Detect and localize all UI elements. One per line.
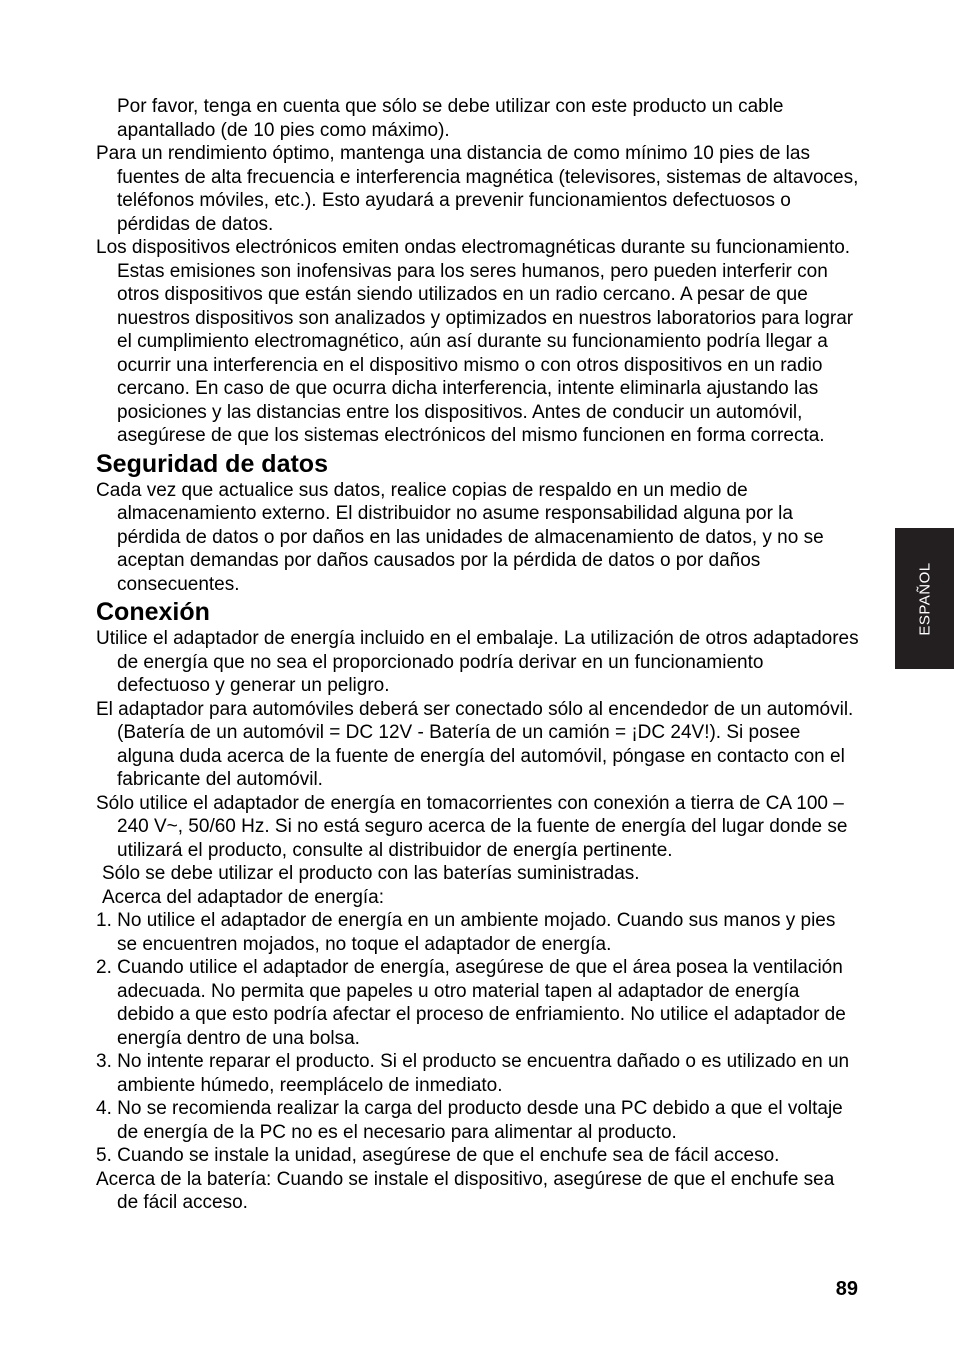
paragraph-about-adapter: Acerca del adaptador de energía: bbox=[102, 886, 385, 908]
list-item: 3. No intente reparar el producto. Si el producto se encuentra dañado o es utilizado en un ambiente húmedo, reemplácelo de inmediato. bbox=[96, 1051, 850, 1096]
paragraph-car-adapter: El adaptador para automóviles deberá ser conectado sólo al encendedor de un automóvil. (Batería de un automóvil = DC 12V - Batería de un camión = ¡DC 24V!). Si posee alguna duda acerca de la fuente de energía del automóvil, póngase en contacto con el fabricante del automóvil. bbox=[96, 698, 854, 790]
paragraph-cable: Por favor, tenga en cuenta que sólo se debe utilizar con este producto un cable apantallado (de 10 pies como máximo). bbox=[117, 96, 784, 141]
paragraph-batteries: Sólo se debe utilizar el producto con las baterías suministradas. bbox=[102, 863, 640, 884]
language-side-tab bbox=[895, 528, 954, 669]
paragraph-emissions: Los dispositivos electrónicos emiten ondas electromagnéticas durante su funcionamiento. Estas emisiones son inofensivas para los seres humanos, pero pueden interferir con otros dispositivos que están siendo utilizados en un radio cercano. A pesar de que nuestros dispositivos son analizados y optimizados en nuestros laboratorios para lograr el cumplimiento electromagnético, aún así durante su funcionamiento podría llegar a ocurrir una interferencia en el dispositivo mismo o con otros dispositivos en un radio cercano. En caso de que ocurra dicha interferencia, intente eliminarla ajustando las posiciones y las distancias entre los dispositivos. Antes de conducir un automóvil, asegúrese de que los sistemas electrónicos del mismo funcionen en forma correcta. bbox=[96, 237, 854, 446]
page-content bbox=[96, 95, 860, 1215]
page-number: 89 bbox=[835, 1278, 858, 1300]
list-item: 4. No se recomienda realizar la carga del producto desde una PC debido a que el voltaje de energía de la PC no es el necesario para alimentar al producto. bbox=[96, 1098, 843, 1143]
heading-connection: Conexión bbox=[96, 598, 210, 626]
paragraph-distance: Para un rendimiento óptimo, mantenga una distancia de como mínimo 10 pies de las fuentes de alta frecuencia e interferencia magnética (televisores, sistemas de altavoces, teléfonos móviles, etc.). Esto ayudará a prevenir funcionamientos defectuosos o pérdidas de datos. bbox=[96, 143, 859, 235]
paragraph-adapter-included: Utilice el adaptador de energía incluido en el embalaje. La utilización de otros adaptadores de energía que no sea el proporcionado podría derivar en un funcionamiento defectuoso y generar un peligro. bbox=[96, 628, 859, 696]
paragraph-outlet: Sólo utilice el adaptador de energía en tomacorrientes con conexión a tierra de CA 100 – 240 V~, 50/60 Hz. Si no está seguro acerca de la fuente de energía del lugar donde se utilizará el producto, consulte al distribuidor de energía pertinente. bbox=[96, 792, 848, 861]
list-item: 2. Cuando utilice el adaptador de energía, asegúrese de que el área posea la ventilación adecuada. No permita que papeles u otro material tapen al adaptador de energía debido a que esto podría afectar el proceso de enfriamiento. No utilice el adaptador de energía dentro de una bolsa. bbox=[96, 957, 846, 1049]
paragraph-backup: Cada vez que actualice sus datos, realice copias de respaldo en un medio de almacenamiento externo. El distribuidor no asume responsabilidad alguna por la pérdida de datos o por daños en las unidades de almacenamiento de datos, y no se aceptan demandas por daños causados por la pérdida de datos o por daños consecuentes. bbox=[96, 479, 824, 595]
language-label: ESPAÑOL bbox=[916, 561, 933, 636]
list-item: 1. No utilice el adaptador de energía en un ambiente mojado. Cuando sus manos y pies se encuentren mojados, no toque el adaptador de energía. bbox=[96, 910, 836, 955]
heading-data-security: Seguridad de datos bbox=[96, 449, 328, 478]
paragraph-battery-note: Acerca de la batería: Cuando se instale el dispositivo, asegúrese de que el enchufe sea de fácil acceso. bbox=[96, 1168, 835, 1213]
list-item: 5. Cuando se instale la unidad, asegúrese de que el enchufe sea de fácil acceso. bbox=[96, 1145, 780, 1166]
